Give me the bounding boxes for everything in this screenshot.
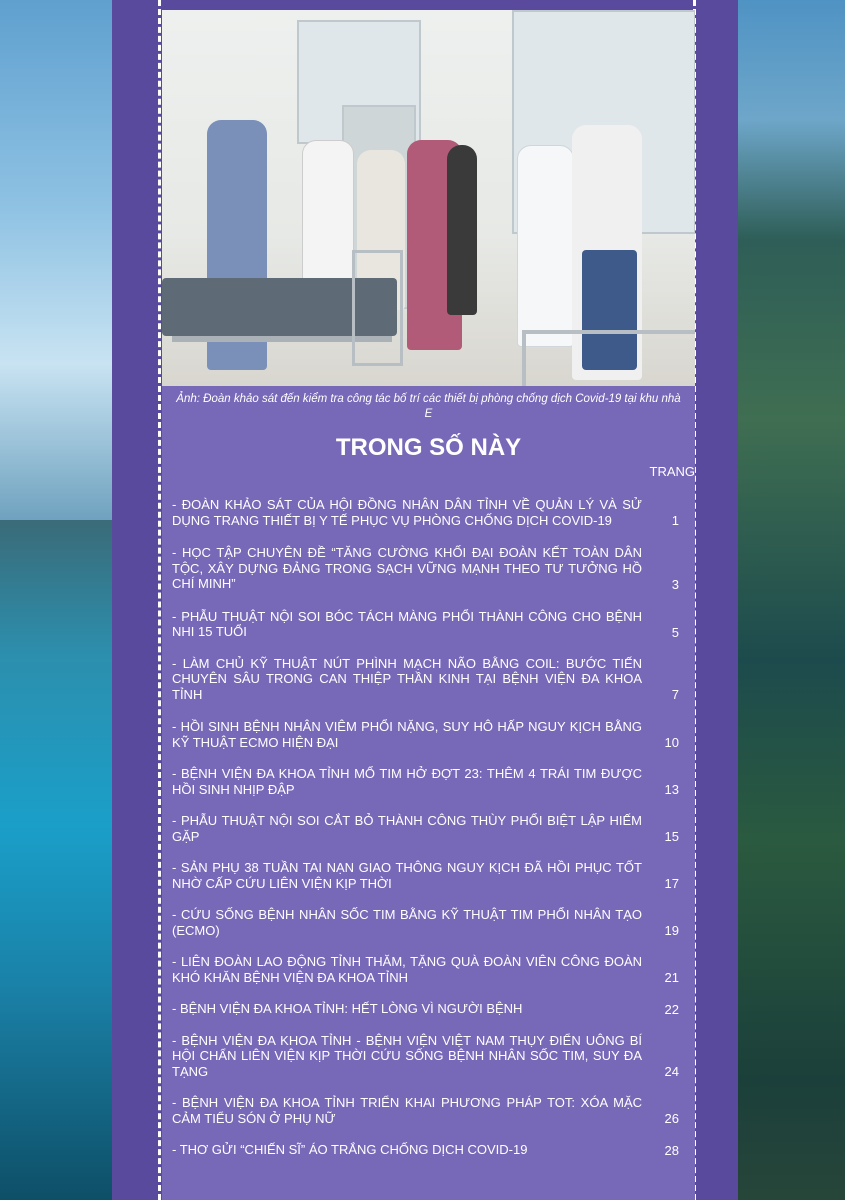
toc-item[interactable] bbox=[172, 1142, 695, 1158]
toc-item-page: 19 bbox=[664, 923, 679, 938]
toc-item-title: - BỆNH VIỆN ĐA KHOA TỈNH TRIỂN KHAI PHƯƠNG PHÁP TOT: XÓA MẶC CẢM TIỂU SÓN Ở PHỤ NỮ bbox=[172, 1095, 642, 1126]
toc-item[interactable] bbox=[172, 719, 695, 750]
person bbox=[447, 145, 477, 315]
toc-item[interactable] bbox=[172, 907, 695, 938]
toc-item-title: - HỒI SINH BỆNH NHÂN VIÊM PHỔI NẶNG, SUY HÔ HẤP NGUY KỊCH BẰNG KỸ THUẬT ECMO HIỆN ĐẠI bbox=[172, 719, 642, 750]
toc-item-title: - BỆNH VIỆN ĐA KHOA TỈNH: HẾT LÒNG VÌ NGƯỜI BỆNH bbox=[172, 1001, 523, 1016]
background-right-seascape bbox=[735, 0, 845, 1200]
toc-item-title: - ĐOÀN KHẢO SÁT CỦA HỘI ĐỒNG NHÂN DÂN TỈNH VỀ QUẢN LÝ VÀ SỬ DỤNG TRANG THIẾT BỊ Y TẾ PHỤC VỤ PHÒNG CHỐNG DỊCH COVID-19 bbox=[172, 497, 642, 528]
toc-item-page: 21 bbox=[664, 970, 679, 985]
toc-item[interactable] bbox=[172, 766, 695, 797]
bed-rail bbox=[352, 250, 403, 366]
photo-caption: Ảnh: Đoàn khảo sát đến kiểm tra công tác bố trí các thiết bị phòng chống dịch Covid-19 tại khu nhà E bbox=[176, 393, 681, 420]
toc-item-title: - PHẪU THUẬT NỘI SOI BÓC TÁCH MÀNG PHỔI THÀNH CÔNG CHO BỆNH NHI 15 TUỔI bbox=[172, 608, 642, 639]
toc-item[interactable] bbox=[172, 954, 695, 985]
cover-photo bbox=[162, 10, 695, 386]
toc-item[interactable] bbox=[172, 813, 695, 844]
toc-item-title: - PHẪU THUẬT NỘI SOI CẮT BỎ THÀNH CÔNG THÙY PHỔI BIỆT LẬP HIẾM GẶP bbox=[172, 813, 642, 844]
toc-item-page: 10 bbox=[664, 735, 679, 750]
toc-item-title: - BỆNH VIỆN ĐA KHOA TỈNH - BỆNH VIỆN VIỆT NAM THỤY ĐIỂN UÔNG BÍ HỘI CHẨN LIÊN VIỆN KỊP THỜI CỨU SỐNG BỆNH NHÂN SỐC TIM, SUY ĐA TẠNG bbox=[172, 1032, 642, 1079]
toc-item-title: - CỨU SỐNG BỆNH NHÂN SỐC TIM BẰNG KỸ THUẬT TIM PHỔI NHÂN TẠO (ECMO) bbox=[172, 907, 642, 938]
toc-item-title: - SẢN PHỤ 38 TUẦN TAI NẠN GIAO THÔNG NGUY KỊCH ĐÃ HỒI PHỤC TỐT NHỜ CẤP CỨU LIÊN VIỆN KỊP THỜI bbox=[172, 860, 642, 891]
toc-item-title: - HỌC TẬP CHUYÊN ĐỀ “TĂNG CƯỜNG KHỐI ĐẠI ĐOÀN KẾT TOÀN DÂN TỘC, XÂY DỰNG ĐẢNG TRONG SẠCH VỮNG MẠNH THEO TƯ TƯỞNG HỒ CHÍ MINH” bbox=[172, 545, 642, 591]
toc-item-page: 28 bbox=[664, 1142, 679, 1158]
toc-title: TRONG SỐ NÀY bbox=[335, 434, 522, 461]
toc-item[interactable] bbox=[172, 1095, 695, 1126]
toc-item-page: 7 bbox=[671, 687, 679, 702]
page-column-header: TRANG bbox=[649, 464, 695, 479]
toc-item-title: - LÀM CHỦ KỸ THUẬT NÚT PHÌNH MẠCH NÃO BẰNG COIL: BƯỚC TIẾN CHUYÊN SÂU TRONG CAN THIỆP THẦN KINH TẠI BỆNH VIỆN ĐA KHOA TỈNH bbox=[172, 655, 642, 702]
toc-item-page: 13 bbox=[664, 782, 679, 797]
toc-item[interactable] bbox=[172, 545, 695, 592]
toc-item-page: 1 bbox=[671, 513, 679, 528]
bed-rail bbox=[522, 330, 695, 386]
toc-item[interactable] bbox=[172, 1033, 695, 1080]
toc-item[interactable] bbox=[172, 609, 695, 640]
toc-content bbox=[162, 10, 695, 1200]
toc-item-page: 22 bbox=[664, 1001, 679, 1017]
toc-item-page: 17 bbox=[664, 876, 679, 891]
toc-item[interactable] bbox=[172, 1001, 695, 1017]
dashed-border-left bbox=[158, 0, 161, 1200]
toc-item-page: 15 bbox=[664, 829, 679, 844]
toc-item-page: 3 bbox=[671, 576, 679, 592]
toc-item-page: 26 bbox=[664, 1111, 679, 1126]
toc-item[interactable] bbox=[172, 497, 695, 528]
toc-item-page: 24 bbox=[664, 1064, 679, 1079]
toc-item-page: 5 bbox=[671, 624, 679, 640]
toc-item-title: - THƠ GỬI “CHIẾN SĨ” ÁO TRẮNG CHỐNG DỊCH COVID-19 bbox=[172, 1142, 528, 1157]
toc-item[interactable] bbox=[172, 656, 695, 703]
toc-panel bbox=[112, 0, 738, 1200]
toc-list bbox=[172, 497, 695, 1170]
toc-item[interactable] bbox=[172, 860, 695, 891]
person bbox=[517, 145, 574, 347]
background-left-seascape bbox=[0, 0, 112, 1200]
toc-item-title: - BỆNH VIỆN ĐA KHOA TỈNH MỔ TIM HỞ ĐỢT 23: THÊM 4 TRÁI TIM ĐƯỢC HỒI SINH NHỊP ĐẬP bbox=[172, 766, 642, 797]
toc-item-title: - LIÊN ĐOÀN LAO ĐỘNG TỈNH THĂM, TẶNG QUÀ ĐOÀN VIÊN CÔNG ĐOÀN KHÓ KHĂN BỆNH VIỆN ĐA KHOA TỈNH bbox=[172, 954, 642, 985]
